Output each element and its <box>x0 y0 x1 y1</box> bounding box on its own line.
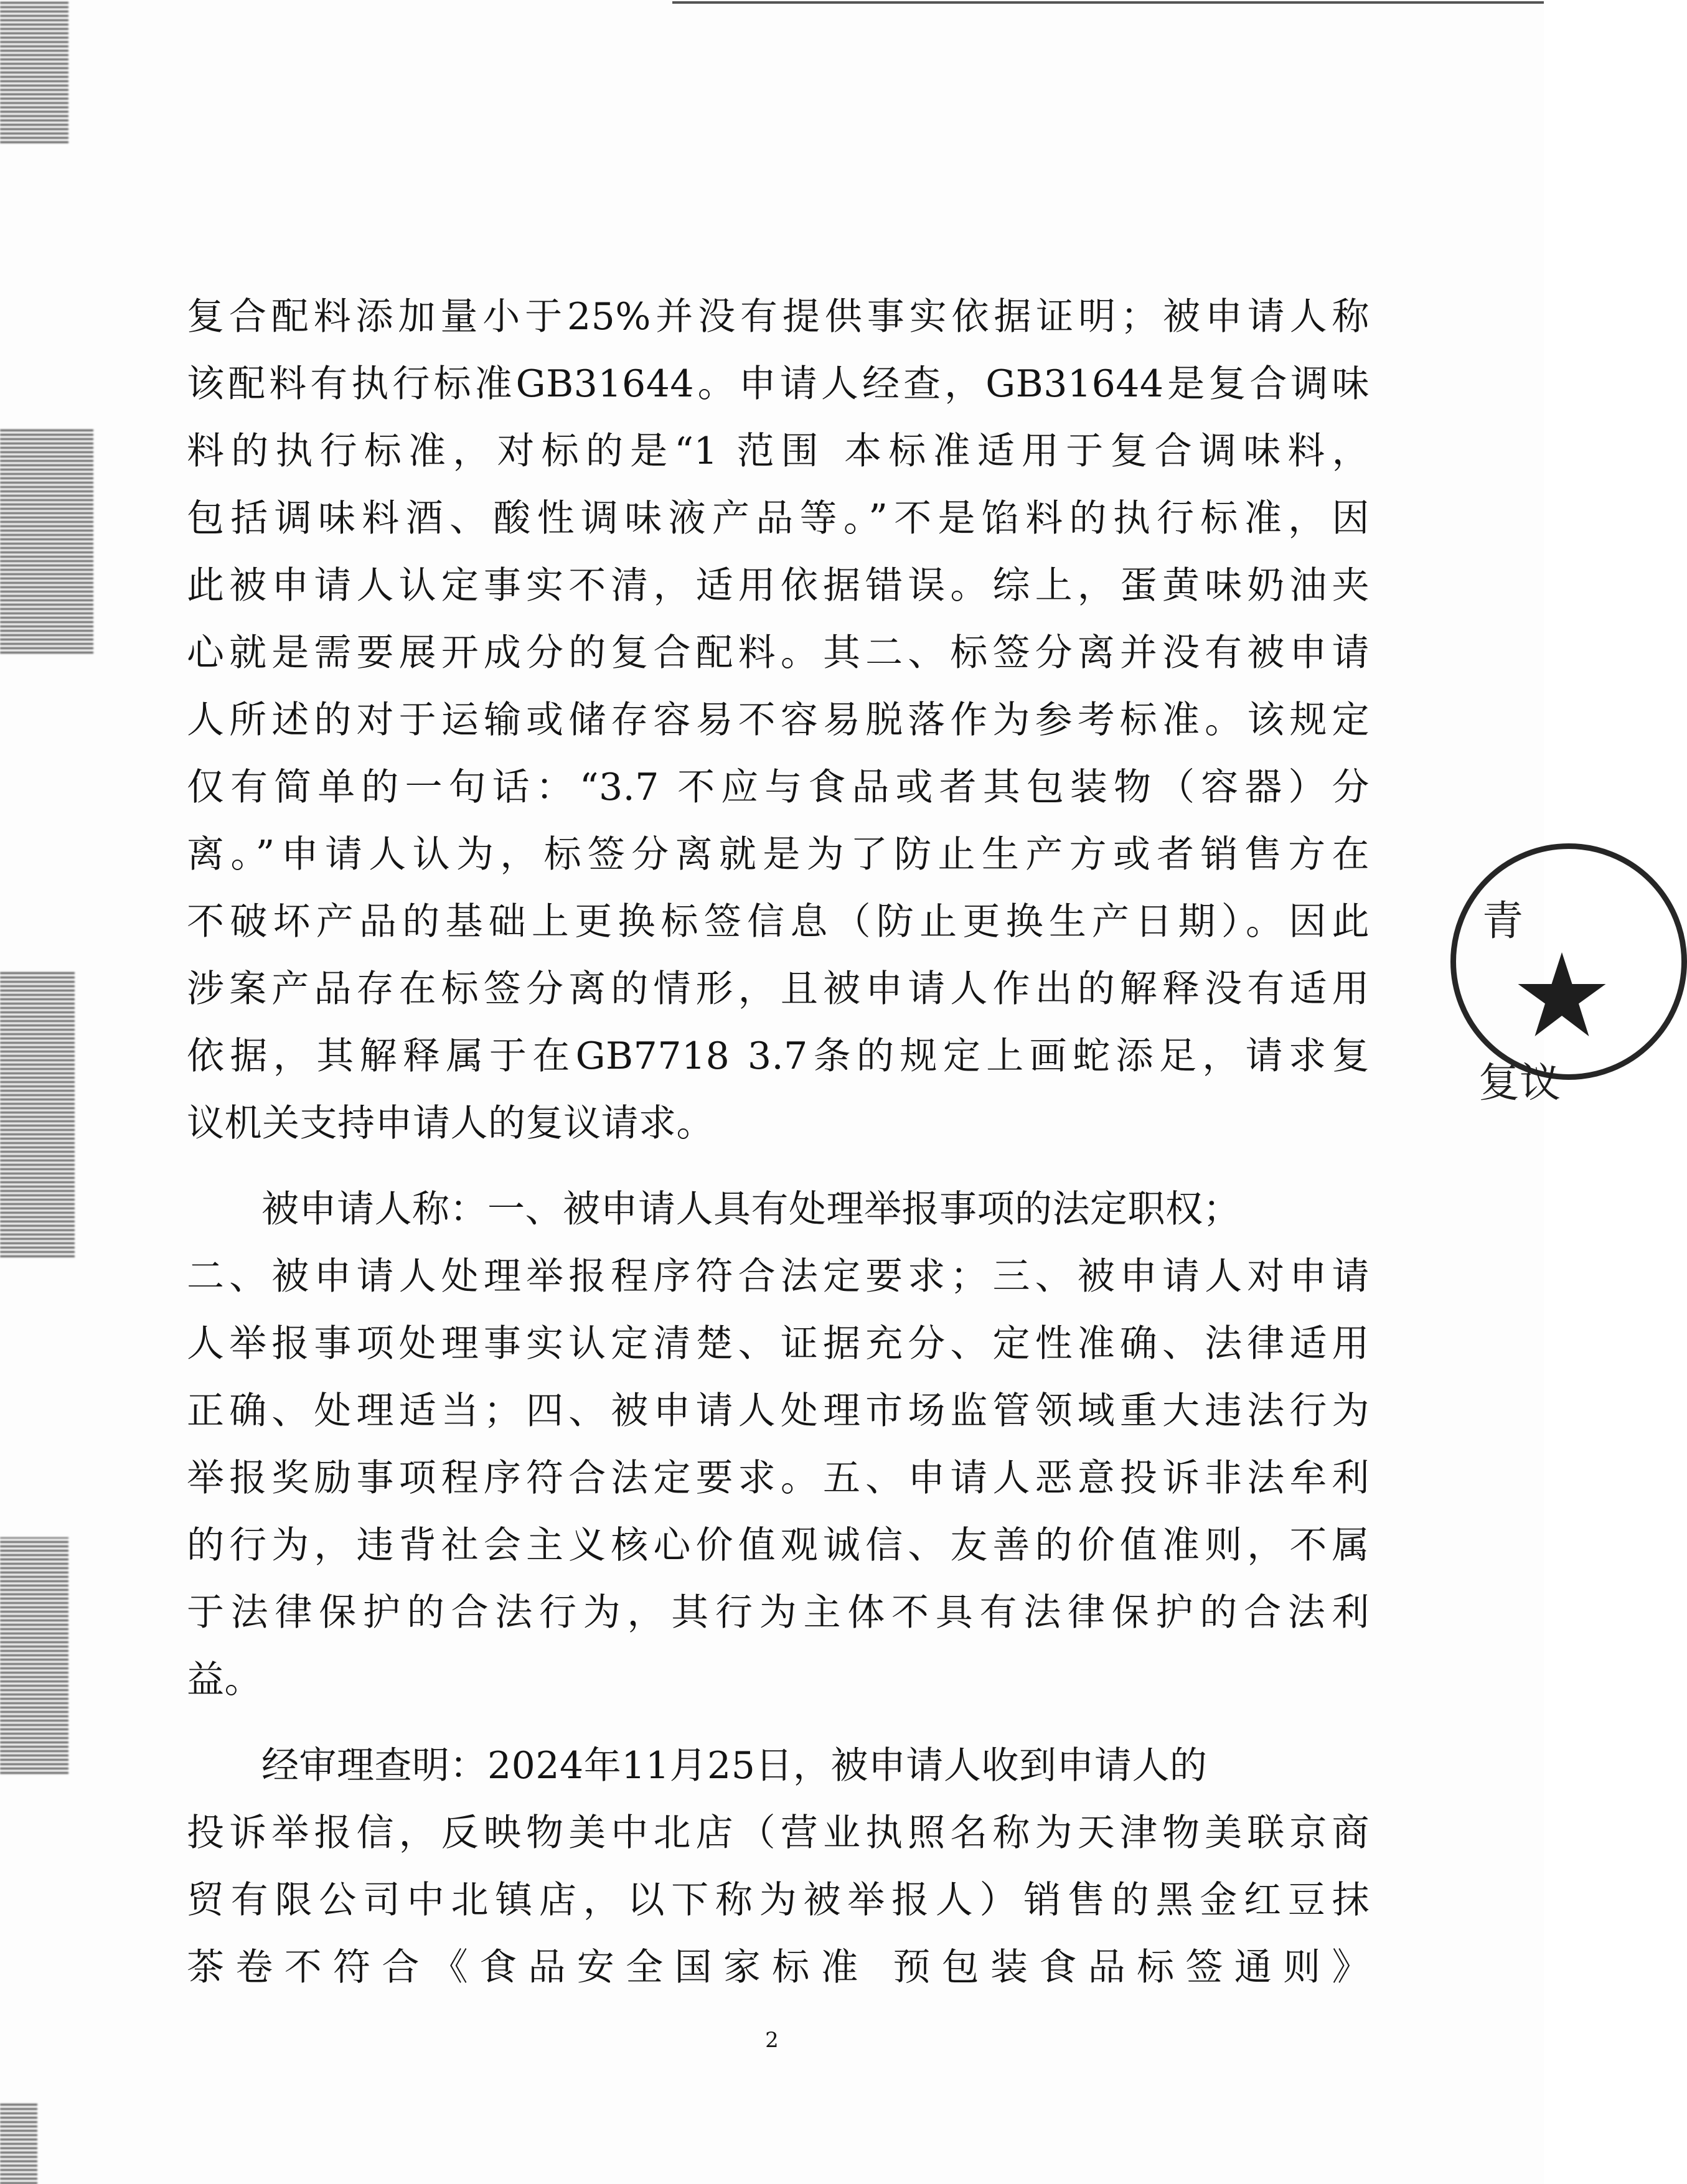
text-line: 复合配料添加量小于25%并没有提供事实依据证明；被申请人称 <box>187 295 1370 339</box>
text-line: 的行为，违背社会主义核心价值观诚信、友善的价值准则，不属 <box>187 1524 1370 1567</box>
text-line: 依据，其解释属于在GB7718 3.7条的规定上画蛇添足，请求复 <box>187 1034 1370 1078</box>
text-line: 人举报事项处理事实认定清楚、证据充分、定性准确、法律适用 <box>187 1322 1370 1366</box>
text-line: 料的执行标准，对标的是“1 范围 本标准适用于复合调味料， <box>187 429 1370 473</box>
text-line: 包括调味料酒、酸性调味液产品等。”不是馅料的执行标准，因 <box>187 497 1370 540</box>
scan-artifact <box>0 0 68 143</box>
text-line: 不破坏产品的基础上更换标签信息（防止更换生产日期）。因此 <box>187 900 1370 944</box>
scan-artifact <box>0 1537 68 1774</box>
text-line: 该配料有执行标准GB31644。申请人经查，GB31644是复合调味 <box>187 362 1370 406</box>
top-edge-line <box>672 1 1544 4</box>
paragraph-first-line: 经审理查明：2024年11月25日，被申请人收到申请人的 <box>261 1744 1208 1788</box>
text-line: 心就是需要展开成分的复合配料。其二、标签分离并没有被申请 <box>187 631 1370 675</box>
text-line: 于法律保护的合法行为，其行为主体不具有法律保护的合法利 <box>187 1591 1370 1634</box>
text-line: 涉案产品存在标签分离的情形，且被申请人作出的解释没有适用 <box>187 967 1370 1011</box>
paragraph-first-line: 被申请人称：一、被申请人具有处理举报事项的法定职权； <box>261 1188 1241 1231</box>
text-line: 茶卷不符合《食品安全国家标准 预包装食品标签通则》 <box>187 1946 1370 1989</box>
text-line: 仅有简单的一句话：“3.7 不应与食品或者其包装物（容器）分 <box>187 766 1370 809</box>
text-line: 举报奖励事项程序符合法定要求。五、申请人恶意投诉非法牟利 <box>187 1456 1370 1500</box>
seal-text-bottom: 复议 <box>1478 1059 1561 1107</box>
text-line: 此被申请人认定事实不清，适用依据错误。综上，蛋黄味奶油夹 <box>187 564 1370 607</box>
scan-artifact <box>0 429 93 654</box>
text-line: 益。 <box>187 1658 262 1702</box>
seal-text-top: 青 <box>1482 897 1523 945</box>
body-text <box>187 283 1370 2001</box>
star-icon <box>1515 949 1609 1042</box>
official-seal <box>1450 843 1687 1107</box>
page-number: 2 <box>765 2028 779 2053</box>
text-line: 贸有限公司中北镇店，以下称为被举报人）销售的黑金红豆抹 <box>187 1878 1370 1922</box>
text-line: 议机关支持申请人的复议请求。 <box>187 1102 714 1145</box>
text-line: 人所述的对于运输或储存容易不容易脱落作为参考标准。该规定 <box>187 698 1370 742</box>
scan-artifact <box>0 971 75 1257</box>
text-line: 投诉举报信，反映物美中北店（营业执照名称为天津物美联京商 <box>187 1811 1370 1855</box>
text-line: 离。”申请人认为，标签分离就是为了防止生产方或者销售方在 <box>187 833 1370 876</box>
text-line: 二、被申请人处理举报程序符合法定要求；三、被申请人对申请 <box>187 1255 1370 1298</box>
scan-artifact <box>0 2104 37 2184</box>
text-line: 正确、处理适当；四、被申请人处理市场监管领域重大违法行为 <box>187 1389 1370 1433</box>
